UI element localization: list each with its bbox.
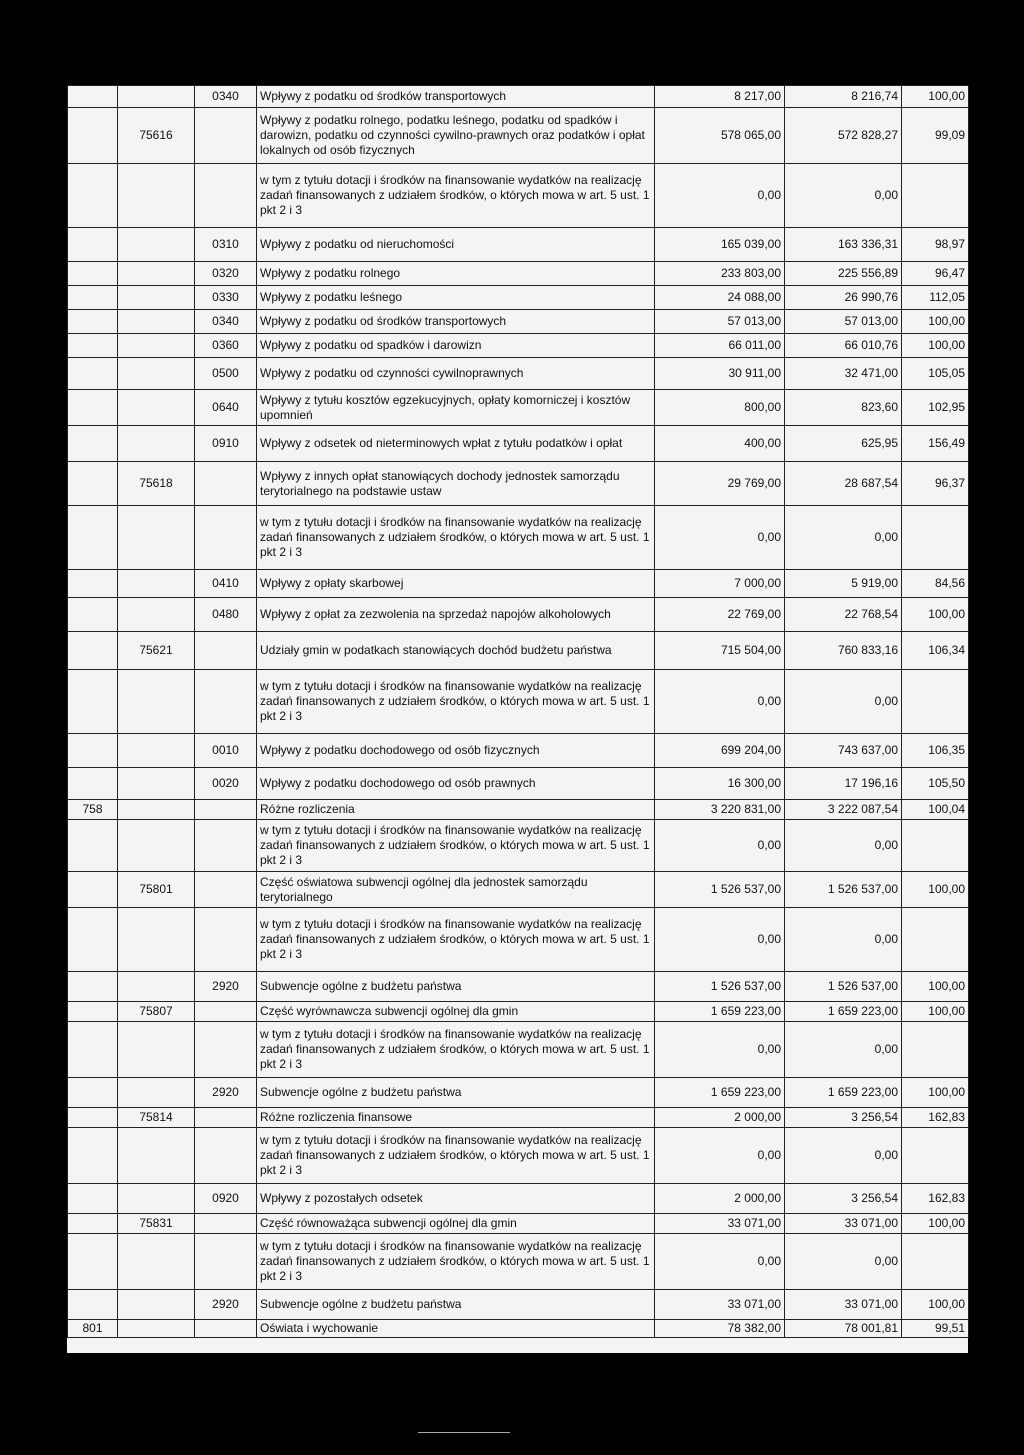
planned-amount: 57 013,00: [655, 310, 785, 334]
division-code: [68, 734, 118, 768]
paragraph-code: [195, 1234, 257, 1290]
table-row: [68, 228, 969, 262]
planned-amount: 24 088,00: [655, 286, 785, 310]
division-code: [68, 390, 118, 426]
execution-percent: 84,56: [902, 570, 969, 598]
planned-amount: 0,00: [655, 820, 785, 872]
planned-amount: 1 526 537,00: [655, 972, 785, 1002]
execution-percent: 105,50: [902, 768, 969, 800]
paragraph-code: [195, 1128, 257, 1184]
execution-percent: 100,00: [902, 86, 969, 108]
item-description: Wpływy z podatku dochodowego od osób fizycznych: [257, 734, 655, 768]
chapter-code: [118, 670, 195, 734]
item-description: w tym z tytułu dotacji i środków na finansowanie wydatków na realizację zadań finansowanych z udziałem środków, o których mowa w art. 5 ust. 1 pkt 2 i 3: [257, 670, 655, 734]
item-description: Różne rozliczenia finansowe: [257, 1108, 655, 1128]
item-description: Wpływy z opłaty skarbowej: [257, 570, 655, 598]
planned-amount: 715 504,00: [655, 632, 785, 670]
chapter-code: [118, 228, 195, 262]
execution-percent: 99,09: [902, 108, 969, 164]
planned-amount: 16 300,00: [655, 768, 785, 800]
chapter-code: [118, 1290, 195, 1320]
execution-percent: 100,00: [902, 972, 969, 1002]
executed-amount: 0,00: [785, 1022, 902, 1078]
paragraph-code: [195, 1108, 257, 1128]
table-row: [68, 506, 969, 570]
division-code: [68, 358, 118, 390]
execution-percent: 112,05: [902, 286, 969, 310]
table-row: [68, 820, 969, 872]
paragraph-code: 0320: [195, 262, 257, 286]
chapter-code: [118, 734, 195, 768]
planned-amount: 78 382,00: [655, 1320, 785, 1338]
execution-percent: 98,97: [902, 228, 969, 262]
table-row: [68, 310, 969, 334]
execution-percent: 162,83: [902, 1184, 969, 1214]
division-code: [68, 1184, 118, 1214]
executed-amount: 0,00: [785, 820, 902, 872]
execution-percent: 162,83: [902, 1108, 969, 1128]
execution-percent: 100,00: [902, 1078, 969, 1108]
chapter-code: [118, 768, 195, 800]
chapter-code: [118, 390, 195, 426]
executed-amount: 57 013,00: [785, 310, 902, 334]
division-code: 801: [68, 1320, 118, 1338]
item-description: Wpływy z podatku od środków transportowych: [257, 310, 655, 334]
item-description: Wpływy z podatku od czynności cywilnoprawnych: [257, 358, 655, 390]
chapter-code: [118, 598, 195, 632]
executed-amount: 8 216,74: [785, 86, 902, 108]
planned-amount: 66 011,00: [655, 334, 785, 358]
item-description: Część oświatowa subwencji ogólnej dla jednostek samorządu terytorialnego: [257, 872, 655, 908]
planned-amount: 0,00: [655, 1022, 785, 1078]
table-row: [68, 1108, 969, 1128]
budget-income-table: [67, 85, 969, 1338]
chapter-code: [118, 800, 195, 820]
planned-amount: 7 000,00: [655, 570, 785, 598]
planned-amount: 30 911,00: [655, 358, 785, 390]
chapter-code: [118, 262, 195, 286]
item-description: Udziały gmin w podatkach stanowiących dochód budżetu państwa: [257, 632, 655, 670]
chapter-code: 75618: [118, 462, 195, 506]
planned-amount: 0,00: [655, 1234, 785, 1290]
division-code: [68, 768, 118, 800]
item-description: Wpływy z podatku od spadków i darowizn: [257, 334, 655, 358]
executed-amount: 33 071,00: [785, 1290, 902, 1320]
table-row: [68, 670, 969, 734]
executed-amount: 760 833,16: [785, 632, 902, 670]
table-row: [68, 286, 969, 310]
division-code: [68, 670, 118, 734]
table-row: [68, 1128, 969, 1184]
item-description: Subwencje ogólne z budżetu państwa: [257, 972, 655, 1002]
chapter-code: [118, 86, 195, 108]
chapter-code: [118, 820, 195, 872]
paragraph-code: 2920: [195, 1078, 257, 1108]
planned-amount: 165 039,00: [655, 228, 785, 262]
execution-percent: [902, 164, 969, 228]
paragraph-code: [195, 670, 257, 734]
table-row: [68, 1184, 969, 1214]
execution-percent: 100,00: [902, 1214, 969, 1234]
chapter-code: 75807: [118, 1002, 195, 1022]
chapter-code: [118, 1320, 195, 1338]
division-code: [68, 506, 118, 570]
planned-amount: 2 000,00: [655, 1184, 785, 1214]
division-code: [68, 632, 118, 670]
execution-percent: 100,00: [902, 598, 969, 632]
paragraph-code: 0910: [195, 426, 257, 462]
item-description: Wpływy z podatku od nieruchomości: [257, 228, 655, 262]
chapter-code: [118, 1234, 195, 1290]
division-code: [68, 1002, 118, 1022]
table-row: [68, 1290, 969, 1320]
table-row: [68, 768, 969, 800]
paragraph-code: 0020: [195, 768, 257, 800]
table-body: [68, 86, 969, 1338]
division-code: [68, 228, 118, 262]
chapter-code: [118, 310, 195, 334]
item-description: Wpływy z pozostałych odsetek: [257, 1184, 655, 1214]
paragraph-code: 0340: [195, 310, 257, 334]
table-row: [68, 1078, 969, 1108]
execution-percent: [902, 1128, 969, 1184]
executed-amount: 225 556,89: [785, 262, 902, 286]
table-row: [68, 358, 969, 390]
division-code: [68, 262, 118, 286]
executed-amount: 572 828,27: [785, 108, 902, 164]
execution-percent: 106,34: [902, 632, 969, 670]
table-row: [68, 1234, 969, 1290]
item-description: Część wyrównawcza subwencji ogólnej dla gmin: [257, 1002, 655, 1022]
division-code: [68, 1234, 118, 1290]
chapter-code: [118, 164, 195, 228]
execution-percent: 99,51: [902, 1320, 969, 1338]
division-code: [68, 908, 118, 972]
division-code: [68, 972, 118, 1002]
execution-percent: [902, 908, 969, 972]
item-description: Wpływy z odsetek od nieterminowych wpłat z tytułu podatków i opłat: [257, 426, 655, 462]
paragraph-code: [195, 108, 257, 164]
planned-amount: 33 071,00: [655, 1214, 785, 1234]
table-row: [68, 632, 969, 670]
division-code: [68, 426, 118, 462]
chapter-code: 75801: [118, 872, 195, 908]
paragraph-code: [195, 164, 257, 228]
item-description: Subwencje ogólne z budżetu państwa: [257, 1078, 655, 1108]
paragraph-code: 0330: [195, 286, 257, 310]
item-description: Subwencje ogólne z budżetu państwa: [257, 1290, 655, 1320]
chapter-code: [118, 1128, 195, 1184]
chapter-code: [118, 570, 195, 598]
planned-amount: 0,00: [655, 164, 785, 228]
planned-amount: 233 803,00: [655, 262, 785, 286]
paragraph-code: [195, 1320, 257, 1338]
execution-percent: 100,00: [902, 872, 969, 908]
division-code: [68, 286, 118, 310]
chapter-code: 75814: [118, 1108, 195, 1128]
chapter-code: [118, 358, 195, 390]
table-row: [68, 334, 969, 358]
paragraph-code: 2920: [195, 972, 257, 1002]
paragraph-code: [195, 820, 257, 872]
execution-percent: 100,00: [902, 1290, 969, 1320]
item-description: Różne rozliczenia: [257, 800, 655, 820]
item-description: w tym z tytułu dotacji i środków na finansowanie wydatków na realizację zadań finansowanych z udziałem środków, o których mowa w art. 5 ust. 1 pkt 2 i 3: [257, 164, 655, 228]
planned-amount: 578 065,00: [655, 108, 785, 164]
table-row: [68, 164, 969, 228]
division-code: [68, 1078, 118, 1108]
execution-percent: [902, 670, 969, 734]
table-row: [68, 1214, 969, 1234]
executed-amount: 0,00: [785, 1128, 902, 1184]
planned-amount: 2 000,00: [655, 1108, 785, 1128]
executed-amount: 0,00: [785, 164, 902, 228]
division-code: [68, 570, 118, 598]
executed-amount: 17 196,16: [785, 768, 902, 800]
executed-amount: 3 222 087,54: [785, 800, 902, 820]
division-code: [68, 1022, 118, 1078]
execution-percent: 102,95: [902, 390, 969, 426]
chapter-code: 75616: [118, 108, 195, 164]
planned-amount: 0,00: [655, 670, 785, 734]
execution-percent: [902, 506, 969, 570]
paragraph-code: 0480: [195, 598, 257, 632]
chapter-code: 75831: [118, 1214, 195, 1234]
division-code: [68, 1128, 118, 1184]
paragraph-code: [195, 462, 257, 506]
executed-amount: 1 526 537,00: [785, 972, 902, 1002]
item-description: w tym z tytułu dotacji i środków na finansowanie wydatków na realizację zadań finansowanych z udziałem środków, o których mowa w art. 5 ust. 1 pkt 2 i 3: [257, 1234, 655, 1290]
execution-percent: [902, 1234, 969, 1290]
item-description: w tym z tytułu dotacji i środków na finansowanie wydatków na realizację zadań finansowanych z udziałem środków, o których mowa w art. 5 ust. 1 pkt 2 i 3: [257, 506, 655, 570]
chapter-code: [118, 506, 195, 570]
planned-amount: 1 659 223,00: [655, 1002, 785, 1022]
table-row: [68, 800, 969, 820]
execution-percent: 105,05: [902, 358, 969, 390]
execution-percent: [902, 1022, 969, 1078]
table-row: [68, 598, 969, 632]
division-code: [68, 310, 118, 334]
chapter-code: [118, 908, 195, 972]
division-code: [68, 872, 118, 908]
planned-amount: 8 217,00: [655, 86, 785, 108]
executed-amount: 1 659 223,00: [785, 1002, 902, 1022]
paragraph-code: [195, 908, 257, 972]
paragraph-code: 0360: [195, 334, 257, 358]
item-description: Wpływy z innych opłat stanowiących dochody jednostek samorządu terytorialnego na podstawie ustaw: [257, 462, 655, 506]
planned-amount: 0,00: [655, 908, 785, 972]
executed-amount: 78 001,81: [785, 1320, 902, 1338]
execution-percent: 100,04: [902, 800, 969, 820]
table-row: [68, 734, 969, 768]
division-code: [68, 108, 118, 164]
division-code: [68, 1108, 118, 1128]
planned-amount: 400,00: [655, 426, 785, 462]
executed-amount: 28 687,54: [785, 462, 902, 506]
executed-amount: 3 256,54: [785, 1184, 902, 1214]
item-description: Wpływy z podatku rolnego, podatku leśnego, podatku od spadków i darowizn, podatku od czynności cywilno-prawnych oraz podatków i opłat lokalnych od osób fizycznych: [257, 108, 655, 164]
table-row: [68, 570, 969, 598]
chapter-code: [118, 334, 195, 358]
paragraph-code: 0500: [195, 358, 257, 390]
planned-amount: 800,00: [655, 390, 785, 426]
division-code: [68, 1290, 118, 1320]
planned-amount: 1 659 223,00: [655, 1078, 785, 1108]
execution-percent: 100,00: [902, 310, 969, 334]
table-row: [68, 390, 969, 426]
planned-amount: 699 204,00: [655, 734, 785, 768]
executed-amount: 22 768,54: [785, 598, 902, 632]
executed-amount: 0,00: [785, 908, 902, 972]
paragraph-code: [195, 872, 257, 908]
table-row: [68, 1022, 969, 1078]
planned-amount: 0,00: [655, 1128, 785, 1184]
paragraph-code: [195, 1214, 257, 1234]
planned-amount: 33 071,00: [655, 1290, 785, 1320]
paragraph-code: [195, 800, 257, 820]
planned-amount: 0,00: [655, 506, 785, 570]
paragraph-code: [195, 1022, 257, 1078]
paragraph-code: [195, 506, 257, 570]
planned-amount: 29 769,00: [655, 462, 785, 506]
table-row: [68, 86, 969, 108]
division-code: [68, 164, 118, 228]
table-row: [68, 426, 969, 462]
paragraph-code: 0310: [195, 228, 257, 262]
paragraph-code: 0410: [195, 570, 257, 598]
executed-amount: 163 336,31: [785, 228, 902, 262]
executed-amount: 5 919,00: [785, 570, 902, 598]
item-description: Wpływy z opłat za zezwolenia na sprzedaż napojów alkoholowych: [257, 598, 655, 632]
table-row: [68, 872, 969, 908]
executed-amount: 0,00: [785, 1234, 902, 1290]
executed-amount: 743 637,00: [785, 734, 902, 768]
paragraph-code: [195, 632, 257, 670]
table-row: [68, 1320, 969, 1338]
division-code: 758: [68, 800, 118, 820]
division-code: [68, 462, 118, 506]
execution-percent: 96,37: [902, 462, 969, 506]
item-description: Oświata i wychowanie: [257, 1320, 655, 1338]
table-row: [68, 462, 969, 506]
chapter-code: [118, 1078, 195, 1108]
chapter-code: [118, 1022, 195, 1078]
table-row: [68, 1002, 969, 1022]
division-code: [68, 334, 118, 358]
executed-amount: 625,95: [785, 426, 902, 462]
item-description: w tym z tytułu dotacji i środków na finansowanie wydatków na realizację zadań finansowanych z udziałem środków, o których mowa w art. 5 ust. 1 pkt 2 i 3: [257, 1022, 655, 1078]
paragraph-code: 0640: [195, 390, 257, 426]
executed-amount: 1 659 223,00: [785, 1078, 902, 1108]
item-description: w tym z tytułu dotacji i środków na finansowanie wydatków na realizację zadań finansowanych z udziałem środków, o których mowa w art. 5 ust. 1 pkt 2 i 3: [257, 908, 655, 972]
executed-amount: 1 526 537,00: [785, 872, 902, 908]
item-description: Wpływy z podatku rolnego: [257, 262, 655, 286]
execution-percent: 100,00: [902, 1002, 969, 1022]
item-description: w tym z tytułu dotacji i środków na finansowanie wydatków na realizację zadań finansowanych z udziałem środków, o których mowa w art. 5 ust. 1 pkt 2 i 3: [257, 820, 655, 872]
table-row: [68, 972, 969, 1002]
chapter-code: 75621: [118, 632, 195, 670]
paragraph-code: [195, 1002, 257, 1022]
item-description: Część równoważąca subwencji ogólnej dla gmin: [257, 1214, 655, 1234]
paragraph-code: 2920: [195, 1290, 257, 1320]
execution-percent: 100,00: [902, 334, 969, 358]
executed-amount: 0,00: [785, 506, 902, 570]
planned-amount: 22 769,00: [655, 598, 785, 632]
division-code: [68, 86, 118, 108]
execution-percent: [902, 820, 969, 872]
executed-amount: 823,60: [785, 390, 902, 426]
chapter-code: [118, 972, 195, 1002]
chapter-code: [118, 286, 195, 310]
item-description: Wpływy z podatku dochodowego od osób prawnych: [257, 768, 655, 800]
footer-rule: [418, 1432, 510, 1433]
table-row: [68, 262, 969, 286]
division-code: [68, 1214, 118, 1234]
executed-amount: 3 256,54: [785, 1108, 902, 1128]
executed-amount: 32 471,00: [785, 358, 902, 390]
paragraph-code: 0010: [195, 734, 257, 768]
chapter-code: [118, 1184, 195, 1214]
execution-percent: 156,49: [902, 426, 969, 462]
executed-amount: 33 071,00: [785, 1214, 902, 1234]
item-description: w tym z tytułu dotacji i środków na finansowanie wydatków na realizację zadań finansowanych z udziałem środków, o których mowa w art. 5 ust. 1 pkt 2 i 3: [257, 1128, 655, 1184]
division-code: [68, 820, 118, 872]
item-description: Wpływy z podatku od środków transportowych: [257, 86, 655, 108]
execution-percent: 106,35: [902, 734, 969, 768]
table-row: [68, 908, 969, 972]
planned-amount: 1 526 537,00: [655, 872, 785, 908]
executed-amount: 26 990,76: [785, 286, 902, 310]
paragraph-code: 0340: [195, 86, 257, 108]
paragraph-code: 0920: [195, 1184, 257, 1214]
item-description: Wpływy z tytułu kosztów egzekucyjnych, opłaty komorniczej i kosztów upomnień: [257, 390, 655, 426]
execution-percent: 96,47: [902, 262, 969, 286]
item-description: Wpływy z podatku leśnego: [257, 286, 655, 310]
executed-amount: 0,00: [785, 670, 902, 734]
chapter-code: [118, 426, 195, 462]
planned-amount: 3 220 831,00: [655, 800, 785, 820]
table-row: [68, 108, 969, 164]
division-code: [68, 598, 118, 632]
executed-amount: 66 010,76: [785, 334, 902, 358]
